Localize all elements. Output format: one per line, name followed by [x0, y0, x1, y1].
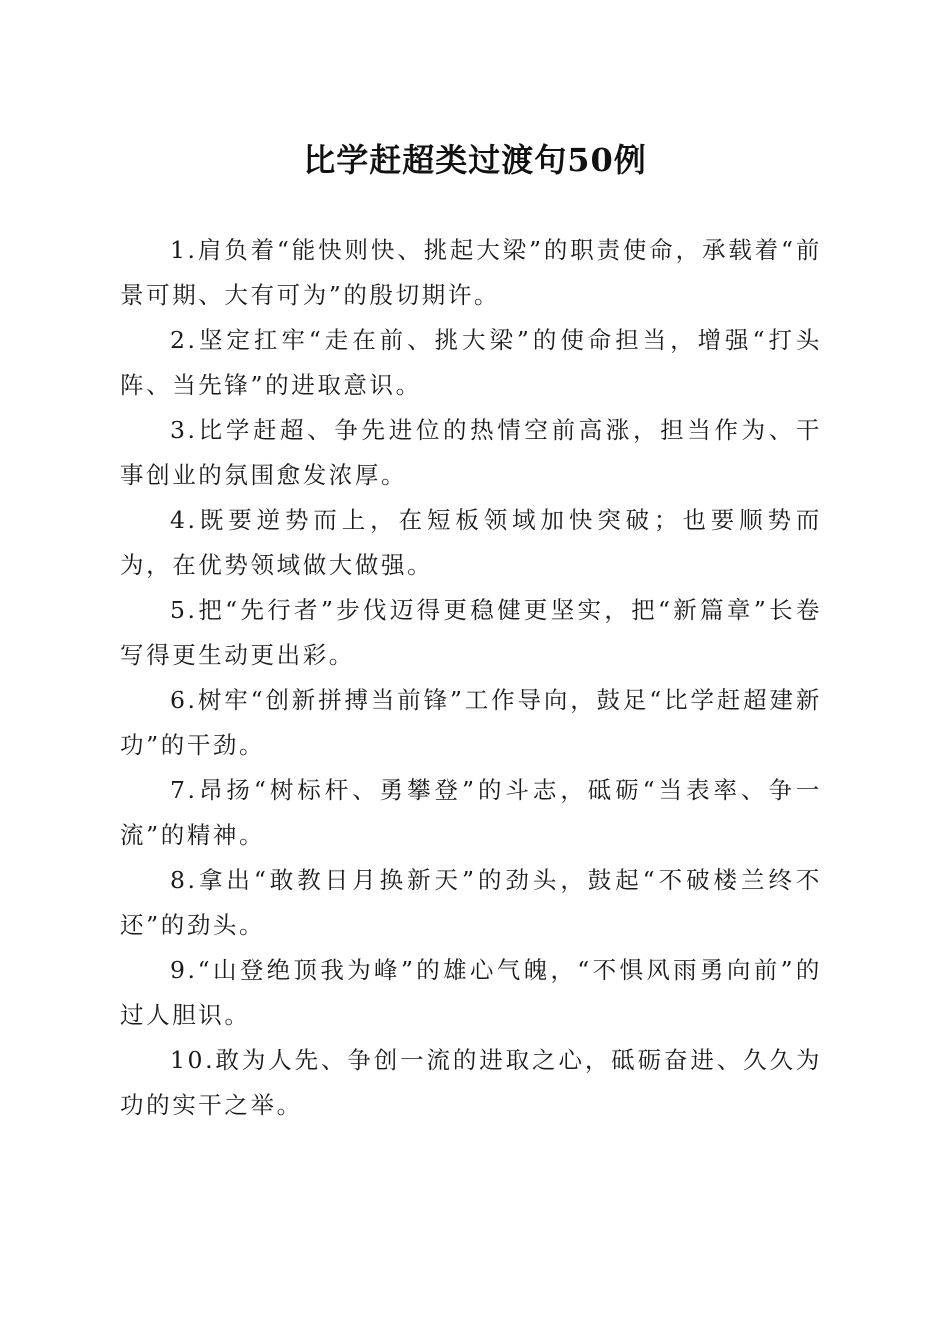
list-item: 4.既要逆势而上，在短板领域加快突破；也要顺势而为，在优势领域做大做强。	[120, 506, 822, 579]
list-item: 10.敢为人先、争创一流的进取之心，砥砺奋进、久久为功的实干之举。	[120, 1046, 822, 1119]
list-item: 6.树牢“创新拼搏当前锋”工作导向，鼓足“比学赶超建新功”的干劲。	[120, 686, 822, 759]
list-item: 3.比学赶超、争先进位的热情空前高涨，担当作为、干事创业的氛围愈发浓厚。	[120, 416, 822, 489]
list-item: 1.肩负着“能快则快、挑起大梁”的职责使命，承载着“前景可期、大有可为”的殷切期许。	[120, 236, 822, 309]
list-item: 9.“山登绝顶我为峰”的雄心气魄，“不惧风雨勇向前”的过人胆识。	[120, 956, 822, 1029]
list-item: 5.把“先行者”步伐迈得更稳健更坚实，把“新篇章”长卷写得更生动更出彩。	[120, 596, 822, 669]
document-body	[120, 228, 822, 1128]
list-item: 2.坚定扛牢“走在前、挑大梁”的使命担当，增强“打头阵、当先锋”的进取意识。	[120, 326, 822, 399]
document-title: 比学赶超类过渡句50例	[303, 141, 647, 179]
list-item: 8.拿出“敢教日月换新天”的劲头，鼓起“不破楼兰终不还”的劲头。	[120, 866, 822, 939]
list-item: 7.昂扬“树标杆、勇攀登”的斗志，砥砺“当表率、争一流”的精神。	[120, 776, 822, 849]
